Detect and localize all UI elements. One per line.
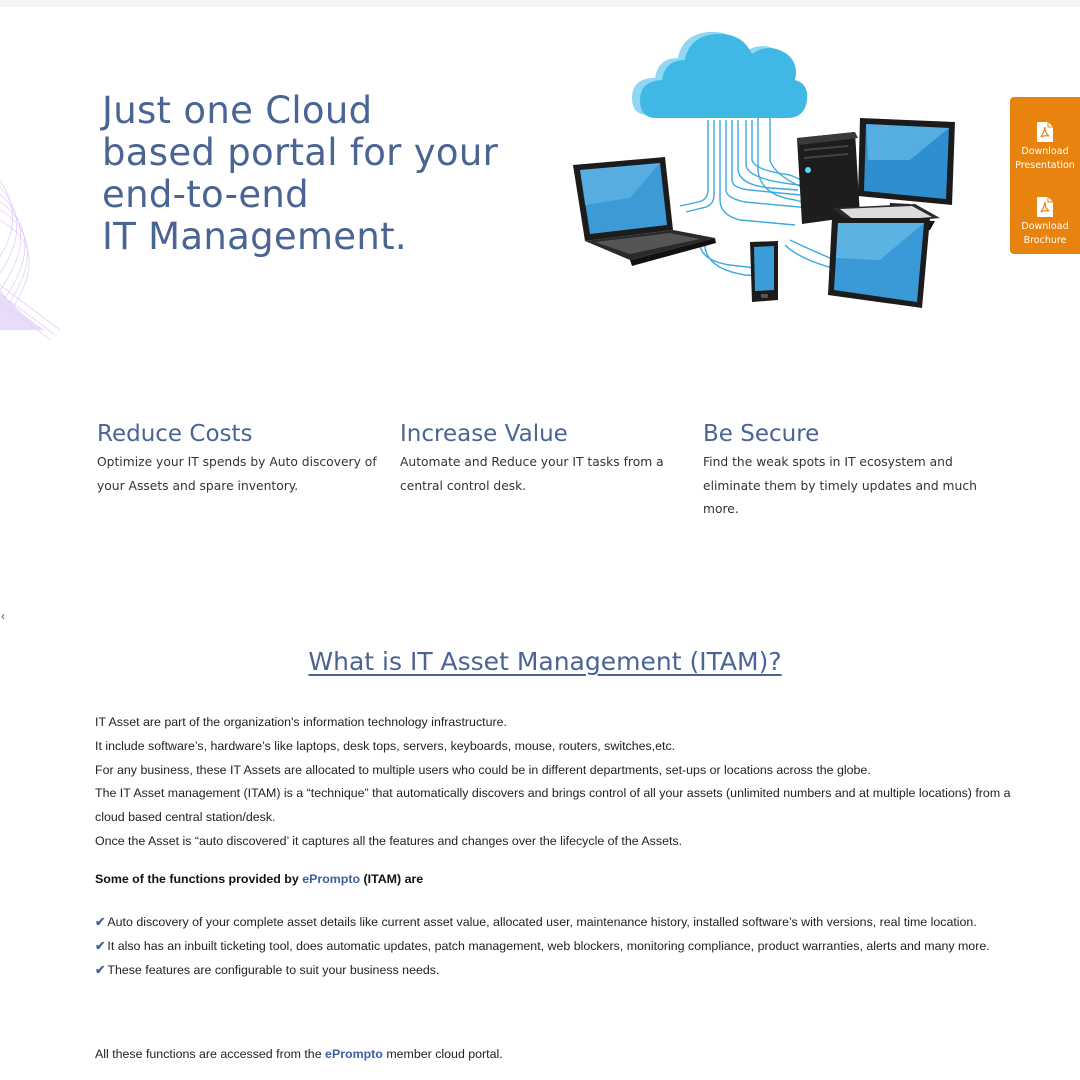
feature-title: Be Secure [703, 421, 820, 447]
hero-title-line: end-to-end [102, 173, 309, 216]
download-brochure-button[interactable] [1010, 196, 1080, 248]
brand-name: ePrompto [325, 1047, 383, 1061]
feature-title: Increase Value [400, 421, 568, 447]
feature-title: Reduce Costs [97, 421, 253, 447]
checklist-item [95, 911, 995, 935]
check-icon: ✔ [95, 915, 106, 929]
portal-note [95, 1047, 503, 1061]
intro-paragraph: Once the Asset is “auto discovered’ it captures all the features and changes over the lifecycle of the Assets. [95, 833, 683, 848]
download-brochure-label: Download Brochure [1021, 221, 1069, 246]
download-presentation-button[interactable] [1010, 121, 1080, 173]
itam-intro [95, 711, 1015, 854]
functions-checklist [95, 911, 995, 982]
functions-suffix: (ITAM) are [363, 872, 424, 886]
intro-paragraph: It include software’s, hardware’s like laptops, desk tops, servers, keyboards, mouse, routers, switches,etc. [95, 738, 676, 753]
functions-prefix: Some of the functions provided by [95, 872, 299, 886]
download-presentation-label: Download Presentation [1015, 146, 1075, 171]
pdf-icon [1036, 121, 1054, 143]
intro-paragraph: For any business, these IT Assets are allocated to multiple users who could be in different departments, set-ups or locations across the globe. [95, 762, 871, 777]
top-bar [0, 0, 1080, 7]
download-panel [1010, 97, 1080, 254]
portal-note-prefix: All these functions are accessed from the [95, 1047, 322, 1061]
itam-section-title: What is IT Asset Management (ITAM)? [308, 647, 782, 676]
checklist-item [95, 959, 995, 983]
feature-increase-value [400, 420, 680, 498]
brand-name: ePrompto [302, 872, 361, 886]
feature-be-secure [703, 420, 983, 522]
hero-title-line: based portal for your [102, 131, 499, 174]
portal-note-suffix: member cloud portal. [386, 1047, 503, 1061]
check-icon: ✔ [95, 962, 106, 977]
feature-text: Automate and Reduce your IT tasks from a central control desk. [400, 455, 664, 493]
functions-heading [95, 872, 423, 886]
feature-text: Find the weak spots in IT ecosystem and eliminate them by timely updates and much more. [703, 455, 977, 516]
carousel-prev-arrow[interactable]: ‹ [1, 609, 5, 623]
hero-title-line: Just one Cloud [102, 89, 373, 132]
intro-paragraph: IT Asset are part of the organization's information technology infrastructure. [95, 715, 507, 729]
hero-title [102, 90, 542, 258]
checklist-text: These features are configurable to suit your business needs. [107, 962, 440, 977]
feature-reduce-costs [97, 420, 377, 498]
hero-title-line: IT Management. [102, 215, 407, 258]
checklist-text: Auto discovery of your complete asset details like current asset value, allocated user, maintenance history, installed software’s with versions, real time location. [107, 915, 977, 929]
feature-text: Optimize your IT spends by Auto discovery of your Assets and spare inventory. [97, 455, 377, 493]
pdf-icon [1036, 196, 1054, 218]
check-icon: ✔ [95, 938, 106, 953]
checklist-text: It also has an inbuilt ticketing tool, does automatic updates, patch management, web blockers, monitoring compliance, product warranties, alerts and many more. [107, 938, 990, 953]
intro-paragraph: The IT Asset management (ITAM) is a “technique” that automatically discovers and brings control of all your assets (unlimited numbers and at multiple locations) from a cloud based central station/desk. [95, 786, 1011, 825]
checklist-item [95, 935, 995, 959]
cloud-devices-illustration [570, 20, 970, 315]
